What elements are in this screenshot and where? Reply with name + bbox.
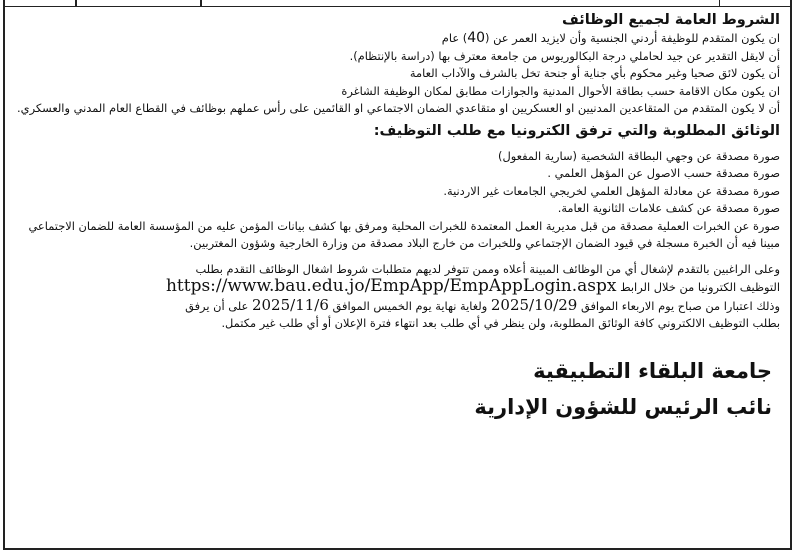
start-date: 2025/10/29 [490,295,578,314]
application-url[interactable]: https://www.bau.edu.jo/EmpApp/EmpAppLogin.aspx [165,276,617,296]
table-divider [200,0,202,6]
condition-item: أن لا يكون المتقدم من المتقاعدين المدنيين او العسكريين او متقاعدي الضمان الاجتماعي او القائمين على رأس عملهم بوظائف في القطاع العام المدني والعسكري. [17,101,780,115]
condition-item [17,30,780,48]
general-conditions-heading: الشروط العامة لجميع الوظائف [562,12,780,28]
condition-item: أن يكون لائق صحيا وغير محكوم بأي جناية أو جنحة تخل بالشرف والآداب العامة [409,66,780,80]
signature-block [17,353,780,425]
advertisement-frame [3,0,792,550]
age-limit: 40 [467,30,486,46]
application-text: بطلب التوظيف الالكتروني كافة الوثائق المطلوبة، ولن ينظر في أي طلب بعد انتهاء فترة الإعلان أو أي طلب غير مكتمل. [221,316,780,330]
application-text: ولغاية نهاية يوم الخميس الموافق [332,298,488,313]
condition-text: ) عام [441,31,468,45]
application-link-line [17,278,780,297]
document-item: صورة مصدقة عن كشف علامات الثانوية العامة. [557,201,780,215]
signatory-title: نائب الرئيس للشؤون الإدارية [474,394,772,419]
application-text: وعلى الراغبين بالتقدم لإشغال أي من الوظائف المبينة أعلاه وممن تتوفر لديهم متطلبات شروط اشغال الوظائف التقدم بطلب [195,261,780,276]
announcement-body [17,10,780,425]
university-name: جامعة البلقاء التطبيقية [533,358,772,383]
application-text: على أن يرفق [185,298,249,313]
condition-item: أن لايقل التقدير عن جيد لحاملي درجة البكالوريوس من جامعة معترف بها (دراسة بالإنتظام). [349,48,780,63]
condition-text: ان يكون المتقدم للوظيفة أردني الجنسية وأن لايزيد العمر عن ( [485,31,780,45]
application-text: التوظيف الكترونيا من خلال الرابط [620,280,780,294]
document-item: صورة مصدقة عن وجهي البطاقة الشخصية (سارية المفعول) [498,148,780,163]
table-top-border [5,0,790,7]
required-documents-heading: الوثائق المطلوبة والتي ترفق الكترونيا مع طلب التوظيف: [373,122,780,139]
condition-item: ان يكون مكان الاقامة حسب بطاقة الأحوال المدنية والجوازات مطابق لمكان الوظيفة الشاغرة [341,83,780,98]
document-item: صورة مصدقة عن معادلة المؤهل العلمي لخريجي الجامعات غير الاردنية. [443,183,780,198]
end-date: 2025/11/6 [251,295,329,314]
application-dates-line [17,297,780,316]
application-text: وذلك اعتبارا من صباح يوم الاربعاء الموافق [580,298,780,313]
table-divider [75,0,77,6]
document-item: صورة مصدقة حسب الاصول عن المؤهل العلمي . [547,166,780,180]
document-item: صورة عن الخبرات العملية مصدقة من قبل مديرية العمل المعتمدة للخبرات المحلية ومرفق بها كشف بيانات المؤمن عليه من المؤسسة العامة للضمان الاجتماعي مبينا فيه أن الخبرة مسجلة في قيود الضمان الإجتماعي وللخبرات من خارج البلاد مصدقة من وزارة الخارجية وشؤون المغتربين. [28,218,780,250]
table-divider [719,0,721,6]
